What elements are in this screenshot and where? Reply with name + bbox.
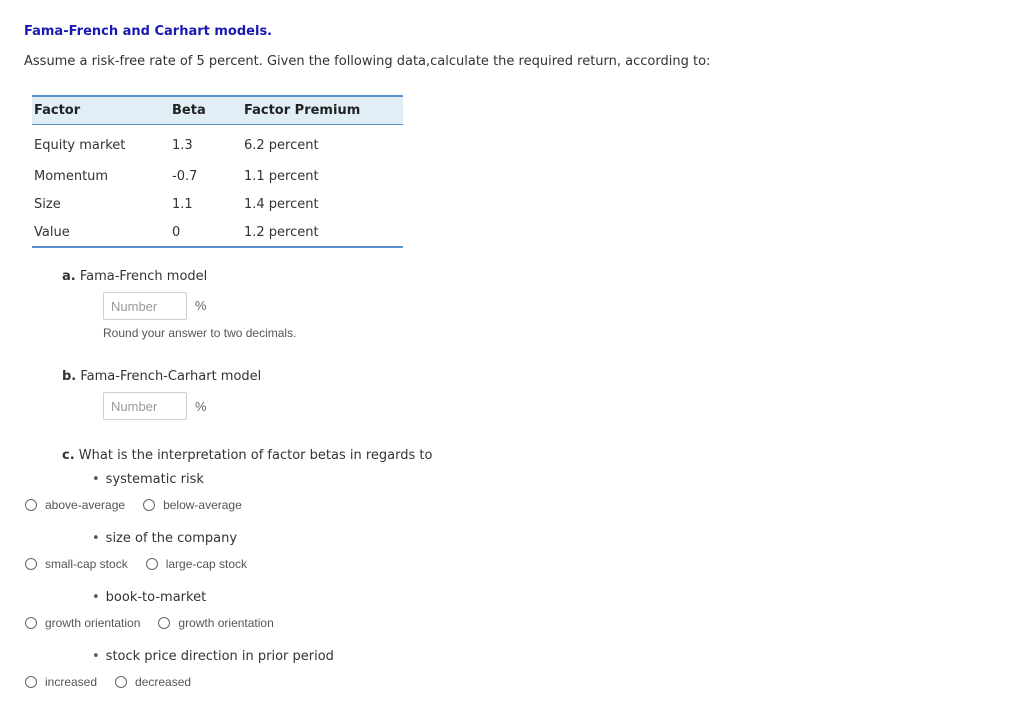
factor-name: Momentum xyxy=(34,168,109,184)
radio-above-average[interactable] xyxy=(25,498,125,512)
bullet-book-to-market xyxy=(92,590,206,605)
table-header-row xyxy=(32,96,403,125)
radio-increased[interactable] xyxy=(25,675,97,689)
part-c-letter: c. xyxy=(62,448,75,463)
radio-label: below-average xyxy=(163,498,242,512)
radio-decreased[interactable] xyxy=(115,675,191,689)
radio-circle-icon[interactable] xyxy=(25,558,37,570)
table-row xyxy=(32,190,403,218)
page-title: Fama-French and Carhart models. xyxy=(24,24,273,39)
factor-premium: 1.4 percent xyxy=(244,196,319,212)
radio-circle-icon[interactable] xyxy=(158,617,170,629)
bullet-size-of-company xyxy=(92,531,237,546)
factor-beta: 1.1 xyxy=(172,196,193,212)
part-b-percent-unit: % xyxy=(195,399,207,414)
bullet-text: stock price direction in prior period xyxy=(105,649,334,664)
factor-beta: 1.3 xyxy=(172,138,193,153)
factor-name: Size xyxy=(34,196,61,212)
problem-intro: Assume a risk-free rate of 5 percent. Given the following data,calculate the required return, according to: xyxy=(24,54,711,69)
radio-label: small-cap stock xyxy=(45,557,128,571)
radio-growth-orientation-1[interactable] xyxy=(25,616,140,630)
radio-circle-icon[interactable] xyxy=(115,676,127,688)
radio-circle-icon[interactable] xyxy=(146,558,158,570)
radio-small-cap-stock[interactable] xyxy=(25,557,128,571)
radio-circle-icon[interactable] xyxy=(25,676,37,688)
table-row xyxy=(32,162,403,190)
column-header-beta: Beta xyxy=(172,96,244,125)
bullet-dot-icon: • xyxy=(92,590,100,605)
radio-label: above-average xyxy=(45,498,126,512)
radio-growth-orientation-2[interactable] xyxy=(158,616,273,630)
radio-group-systematic-risk xyxy=(25,498,260,512)
part-a-label xyxy=(62,269,207,284)
bullet-text: systematic risk xyxy=(105,472,204,487)
radio-label: increased xyxy=(45,675,98,689)
radio-group-size-of-company xyxy=(25,557,265,571)
factor-name: Value xyxy=(32,218,172,247)
radio-group-book-to-market xyxy=(25,616,292,630)
factor-premium: 6.2 percent xyxy=(244,138,319,153)
radio-circle-icon[interactable] xyxy=(143,499,155,511)
factor-premium: 1.2 percent xyxy=(244,218,403,247)
part-b-letter: b. xyxy=(62,369,77,384)
table-row xyxy=(32,218,403,247)
part-a-letter: a. xyxy=(62,269,76,284)
bullet-text: book-to-market xyxy=(105,590,207,605)
part-c-label xyxy=(62,448,432,463)
radio-label: growth orientation xyxy=(45,616,141,630)
factor-premium: 1.1 percent xyxy=(244,168,319,184)
radio-label: decreased xyxy=(135,675,192,689)
bullet-stock-price-direction xyxy=(92,649,334,664)
bullet-dot-icon: • xyxy=(92,649,100,664)
factor-beta: 0 xyxy=(172,218,244,247)
radio-below-average[interactable] xyxy=(143,498,242,512)
radio-group-stock-price-direction xyxy=(25,675,209,689)
column-header-factor-premium: Factor Premium xyxy=(244,96,403,125)
part-b-label xyxy=(62,369,261,384)
radio-large-cap-stock[interactable] xyxy=(146,557,247,571)
part-a-answer-input[interactable] xyxy=(103,292,187,320)
bullet-dot-icon: • xyxy=(92,531,100,546)
factor-name: Equity market xyxy=(34,138,126,153)
bullet-text: size of the company xyxy=(105,531,238,546)
table-row xyxy=(32,125,403,163)
factor-table xyxy=(32,95,403,248)
factor-beta: -0.7 xyxy=(172,168,198,184)
radio-circle-icon[interactable] xyxy=(25,617,37,629)
radio-label: growth orientation xyxy=(178,616,274,630)
radio-label: large-cap stock xyxy=(165,557,248,571)
part-b-text: Fama-French-Carhart model xyxy=(80,369,262,384)
bullet-systematic-risk xyxy=(92,472,204,487)
part-c-text: What is the interpretation of factor betas in regards to xyxy=(78,448,433,463)
part-a-rounding-hint: Round your answer to two decimals. xyxy=(103,326,297,340)
part-a-percent-unit: % xyxy=(195,298,207,313)
part-b-answer-input[interactable] xyxy=(103,392,187,420)
part-a-text: Fama-French model xyxy=(79,269,208,284)
bullet-dot-icon: • xyxy=(92,472,100,487)
radio-circle-icon[interactable] xyxy=(25,499,37,511)
column-header-factor: Factor xyxy=(32,96,172,125)
